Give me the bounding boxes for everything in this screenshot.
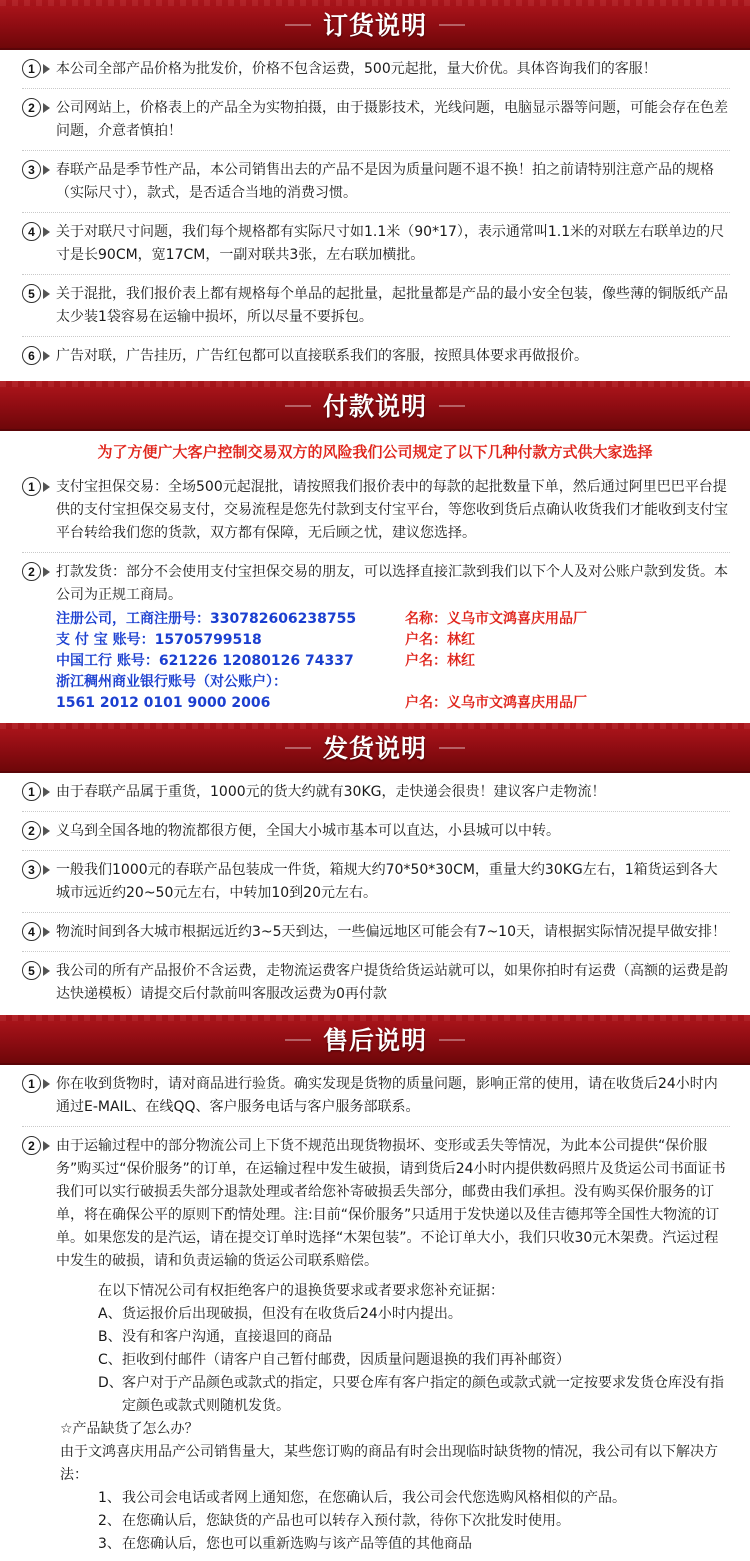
czbank-holder: 户名：义乌市文鸿喜庆用品厂 [405, 695, 587, 711]
list-item [22, 952, 730, 1013]
number-marker [22, 961, 50, 980]
circled-number: 3 [22, 860, 41, 879]
number-marker [22, 346, 50, 365]
list-item [22, 213, 730, 275]
item-text: 你在收到货物时，请对商品进行验货。确实发现是货物的质量问题，影响正常的使用，请在收货后24小时内通过E-MAIL、在线QQ、客户服务电话与客户服务部联系。 [56, 1076, 718, 1115]
sub-item [22, 1487, 730, 1510]
arrow-icon [43, 289, 50, 299]
alipay-holder: 户名：林红 [405, 632, 475, 648]
order-banner [0, 0, 750, 50]
czbank-account: 1561 2012 0101 9000 2006 [56, 695, 271, 711]
payment-notice: 为了方便广大客户控制交易双方的风险我们公司规定了以下几种付款方式供大家选择 [97, 443, 653, 461]
shipping-title: 发货说明 [323, 729, 427, 765]
sub-item-text: 客户对于产品颜色或款式的指定，只要仓库有客户指定的颜色或款式就一定按要求发货仓库没有指定颜色或款式则随机发货。 [122, 1375, 724, 1414]
sub-item [22, 1533, 730, 1556]
item-text: 本公司全部产品价格为批发价，价格不包含运费，500元起批，量大价优。具体咨询我们的客服！ [56, 61, 657, 77]
circled-number: 5 [22, 961, 41, 980]
item-text: 由于运输过程中的部分物流公司上下货不规范出现货物损坏、变形或丢失等情况，为此本公司提供“保价服务”购买过“保价服务”的订单，在运输过程中发生破损，请到货后24小时内提供数码照片及货运公司书面证书我们可以实行破损丢失部分退款处理或者给您补寄破损丢失部分，邮费由我们承担。没有购买保价服务的订单，将在确保公平的原则下酌情处理。注:目前“保价服务”只适用于发快递以及佳吉德邦等全国性大物流的订单。如果您发的是汽运，请在提交订单时选择“木架包装”。不论订单大小，我们只收30元木架费。汽运过程中发生的破损，请和负责运输的货运公司联系赔偿。 [56, 1138, 726, 1269]
icbc-account: 中国工行 账号：621226 12080126 74337 [56, 653, 354, 669]
item-text: 一般我们1000元的春联产品包装成一件货，箱规大约70*50*30CM，重量大约30KG左右，1箱货运到各大城市远近约20~50元左右，中转加10到20元左右。 [56, 862, 718, 901]
circled-number: 2 [22, 1136, 41, 1155]
number-marker [22, 922, 50, 941]
circled-number: 2 [22, 562, 41, 581]
circled-number: 4 [22, 922, 41, 941]
circled-number: 1 [22, 1074, 41, 1093]
sub-item [22, 1326, 730, 1349]
item-text: 公司网站上，价格表上的产品全为实物拍摄，由于摄影技术，光线问题，电脑显示器等问题，可能会存在色差问题，介意者慎拍！ [56, 100, 728, 139]
account-row [56, 651, 730, 672]
sub-item-marker: 3、 [98, 1536, 121, 1552]
item-text: 支付宝担保交易：全场500元起混批，请按照我们报价表中的每款的起批数量下单，然后通过阿里巴巴平台提供的支付宝担保交易支付，交易流程是您先付款到支付宝平台，等您收到货后点确认收货我们才能收到支付宝平台转给我们您的货款，双方都有保障，无后顾之忧，建议您选择。 [56, 479, 728, 541]
list-item [22, 468, 730, 553]
arrow-icon [43, 103, 50, 113]
arrow-icon [43, 482, 50, 492]
circled-number: 3 [22, 160, 41, 179]
payment-title: 付款说明 [323, 387, 427, 423]
number-marker [22, 1074, 50, 1093]
arrow-icon [43, 1141, 50, 1151]
list-item [22, 553, 730, 721]
sub-item-text: 没有和客户沟通，直接退回的商品 [122, 1329, 332, 1345]
arrow-icon [43, 64, 50, 74]
sub-item-text: 货运报价后出现破损，但没有在收货后24小时内提出。 [122, 1306, 462, 1322]
circled-number: 1 [22, 782, 41, 801]
arrow-icon [43, 1079, 50, 1089]
item-text: 广告对联，广告挂历，广告红包都可以直接联系我们的客服，按照具体要求再做报价。 [56, 348, 588, 364]
stock-intro: 由于文鸿喜庆用品产公司销售量大，某些您订购的商品有时会出现临时缺货物的情况，我公司有以下解决方法： [60, 1444, 718, 1483]
list-item [22, 913, 730, 952]
refuse-intro: 在以下情况公司有权拒绝客户的退换货要求或者要求您补充证据： [98, 1283, 504, 1299]
item-text: 义乌到全国各地的物流都很方便，全国大小城市基本可以直达，小县城可以中转。 [56, 823, 560, 839]
sub-item [22, 1510, 730, 1533]
stock-list [22, 1487, 730, 1556]
list-item [22, 812, 730, 851]
number-marker [22, 98, 50, 117]
list-item [22, 50, 730, 89]
list-item [22, 1065, 730, 1127]
company-name: 名称：义乌市文鸿喜庆用品厂 [405, 611, 587, 627]
account-row [56, 693, 730, 714]
number-marker [22, 59, 50, 78]
sub-item-text: 拒收到付邮件（请客户自己暂付邮费，因质量问题退换的我们再补邮资） [122, 1352, 570, 1368]
circled-number: 2 [22, 821, 41, 840]
shipping-list [0, 773, 750, 1013]
sub-item-text: 在您确认后，您也可以重新选购与该产品等值的其他商品 [122, 1536, 472, 1552]
account-row [56, 672, 730, 693]
arrow-icon [43, 966, 50, 976]
sub-item-marker: A、 [98, 1306, 122, 1322]
item-text: 春联产品是季节性产品，本公司销售出去的产品不是因为质量问题不退不换！拍之前请特别注意产品的规格（实际尺寸），款式，是否适合当地的消费习惯。 [56, 162, 714, 201]
circled-number: 1 [22, 477, 41, 496]
payment-banner [0, 381, 750, 431]
shipping-banner [0, 723, 750, 773]
alipay-account: 支 付 宝 账号：15705799518 [56, 632, 262, 648]
sub-item-marker: 1、 [98, 1490, 121, 1506]
item-text: 关于混批，我们报价表上都有规格每个单品的起批量，起批量都是产品的最小安全包装，像些薄的铜版纸产品太少装1袋容易在运输中损坏，所以尽量不要拆包。 [56, 286, 728, 325]
sub-item [22, 1372, 730, 1418]
arrow-icon [43, 826, 50, 836]
icbc-holder: 户名：林红 [405, 653, 475, 669]
sub-item-marker: B、 [98, 1329, 122, 1345]
payment-list [0, 468, 750, 721]
account-row [56, 609, 730, 630]
arrow-icon [43, 351, 50, 361]
arrow-icon [43, 787, 50, 797]
order-title: 订货说明 [323, 6, 427, 42]
item-text: 物流时间到各大城市根据远近约3~5天到达，一些偏远地区可能会有7~10天，请根据实际情况提早做安排！ [56, 924, 726, 940]
arrow-icon [43, 927, 50, 937]
list-item [22, 851, 730, 913]
number-marker [22, 477, 50, 496]
arrow-icon [43, 567, 50, 577]
list-item [22, 275, 730, 337]
sub-item-text: 在您确认后，您缺货的产品也可以转存入预付款，待你下次批发时使用。 [122, 1513, 570, 1529]
number-marker [22, 782, 50, 801]
number-marker [22, 860, 50, 879]
sub-item-marker: D、 [98, 1375, 123, 1391]
item-text: 由于春联产品属于重货，1000元的货大约就有30KG，走快递会很贵！建议客户走物流！ [56, 784, 606, 800]
item-text [56, 561, 730, 714]
sub-item [22, 1349, 730, 1372]
stock-question: ☆产品缺货了怎么办？ [60, 1421, 199, 1437]
aftersales-title: 售后说明 [323, 1021, 427, 1057]
number-marker [22, 284, 50, 303]
sub-item-text: 我公司会电话或者网上通知您，在您确认后，我公司会代您选购风格相似的产品。 [122, 1490, 626, 1506]
sub-item [22, 1303, 730, 1326]
list-item [22, 337, 730, 375]
item-text: 关于对联尺寸问题，我们每个规格都有实际尺寸如1.1米（90*17），表示通常叫1.1米的对联左右联单边的尺寸是长90CM，宽17CM，一副对联共3张，左右联加横批。 [56, 224, 725, 263]
account-row [56, 630, 730, 651]
company-reg: 注册公司，工商注册号：330782606238755 [56, 611, 357, 627]
item-text: 我公司的所有产品报价不含运费，走物流运费客户提货给货运站就可以，如果你拍时有运费（高额的运费是韵达快递模板）请提交后付款前叫客服改运费为0再付款 [56, 963, 728, 1002]
aftersales-list [0, 1065, 750, 1556]
list-item [22, 773, 730, 812]
circled-number: 1 [22, 59, 41, 78]
circled-number: 5 [22, 284, 41, 303]
refuse-list [22, 1303, 730, 1418]
sub-item-marker: C、 [98, 1352, 122, 1368]
list-item [22, 1127, 730, 1280]
circled-number: 6 [22, 346, 41, 365]
aftersales-banner [0, 1015, 750, 1065]
number-marker [22, 821, 50, 840]
arrow-icon [43, 165, 50, 175]
circled-number: 4 [22, 222, 41, 241]
list-item [22, 151, 730, 213]
number-marker [22, 562, 50, 581]
order-list [0, 50, 750, 375]
transfer-desc: 打款发货：部分不会使用支付宝担保交易的朋友，可以选择直接汇款到我们以下个人及对公账户款到发货。本公司为正规工商局。 [56, 564, 728, 603]
arrow-icon [43, 227, 50, 237]
account-table [56, 609, 730, 714]
number-marker [22, 222, 50, 241]
number-marker [22, 1136, 50, 1155]
arrow-icon [43, 865, 50, 875]
number-marker [22, 160, 50, 179]
circled-number: 2 [22, 98, 41, 117]
list-item [22, 89, 730, 151]
czbank-label: 浙江稠州商业银行账号（对公账户）： [56, 674, 287, 690]
sub-item-marker: 2、 [98, 1513, 121, 1529]
